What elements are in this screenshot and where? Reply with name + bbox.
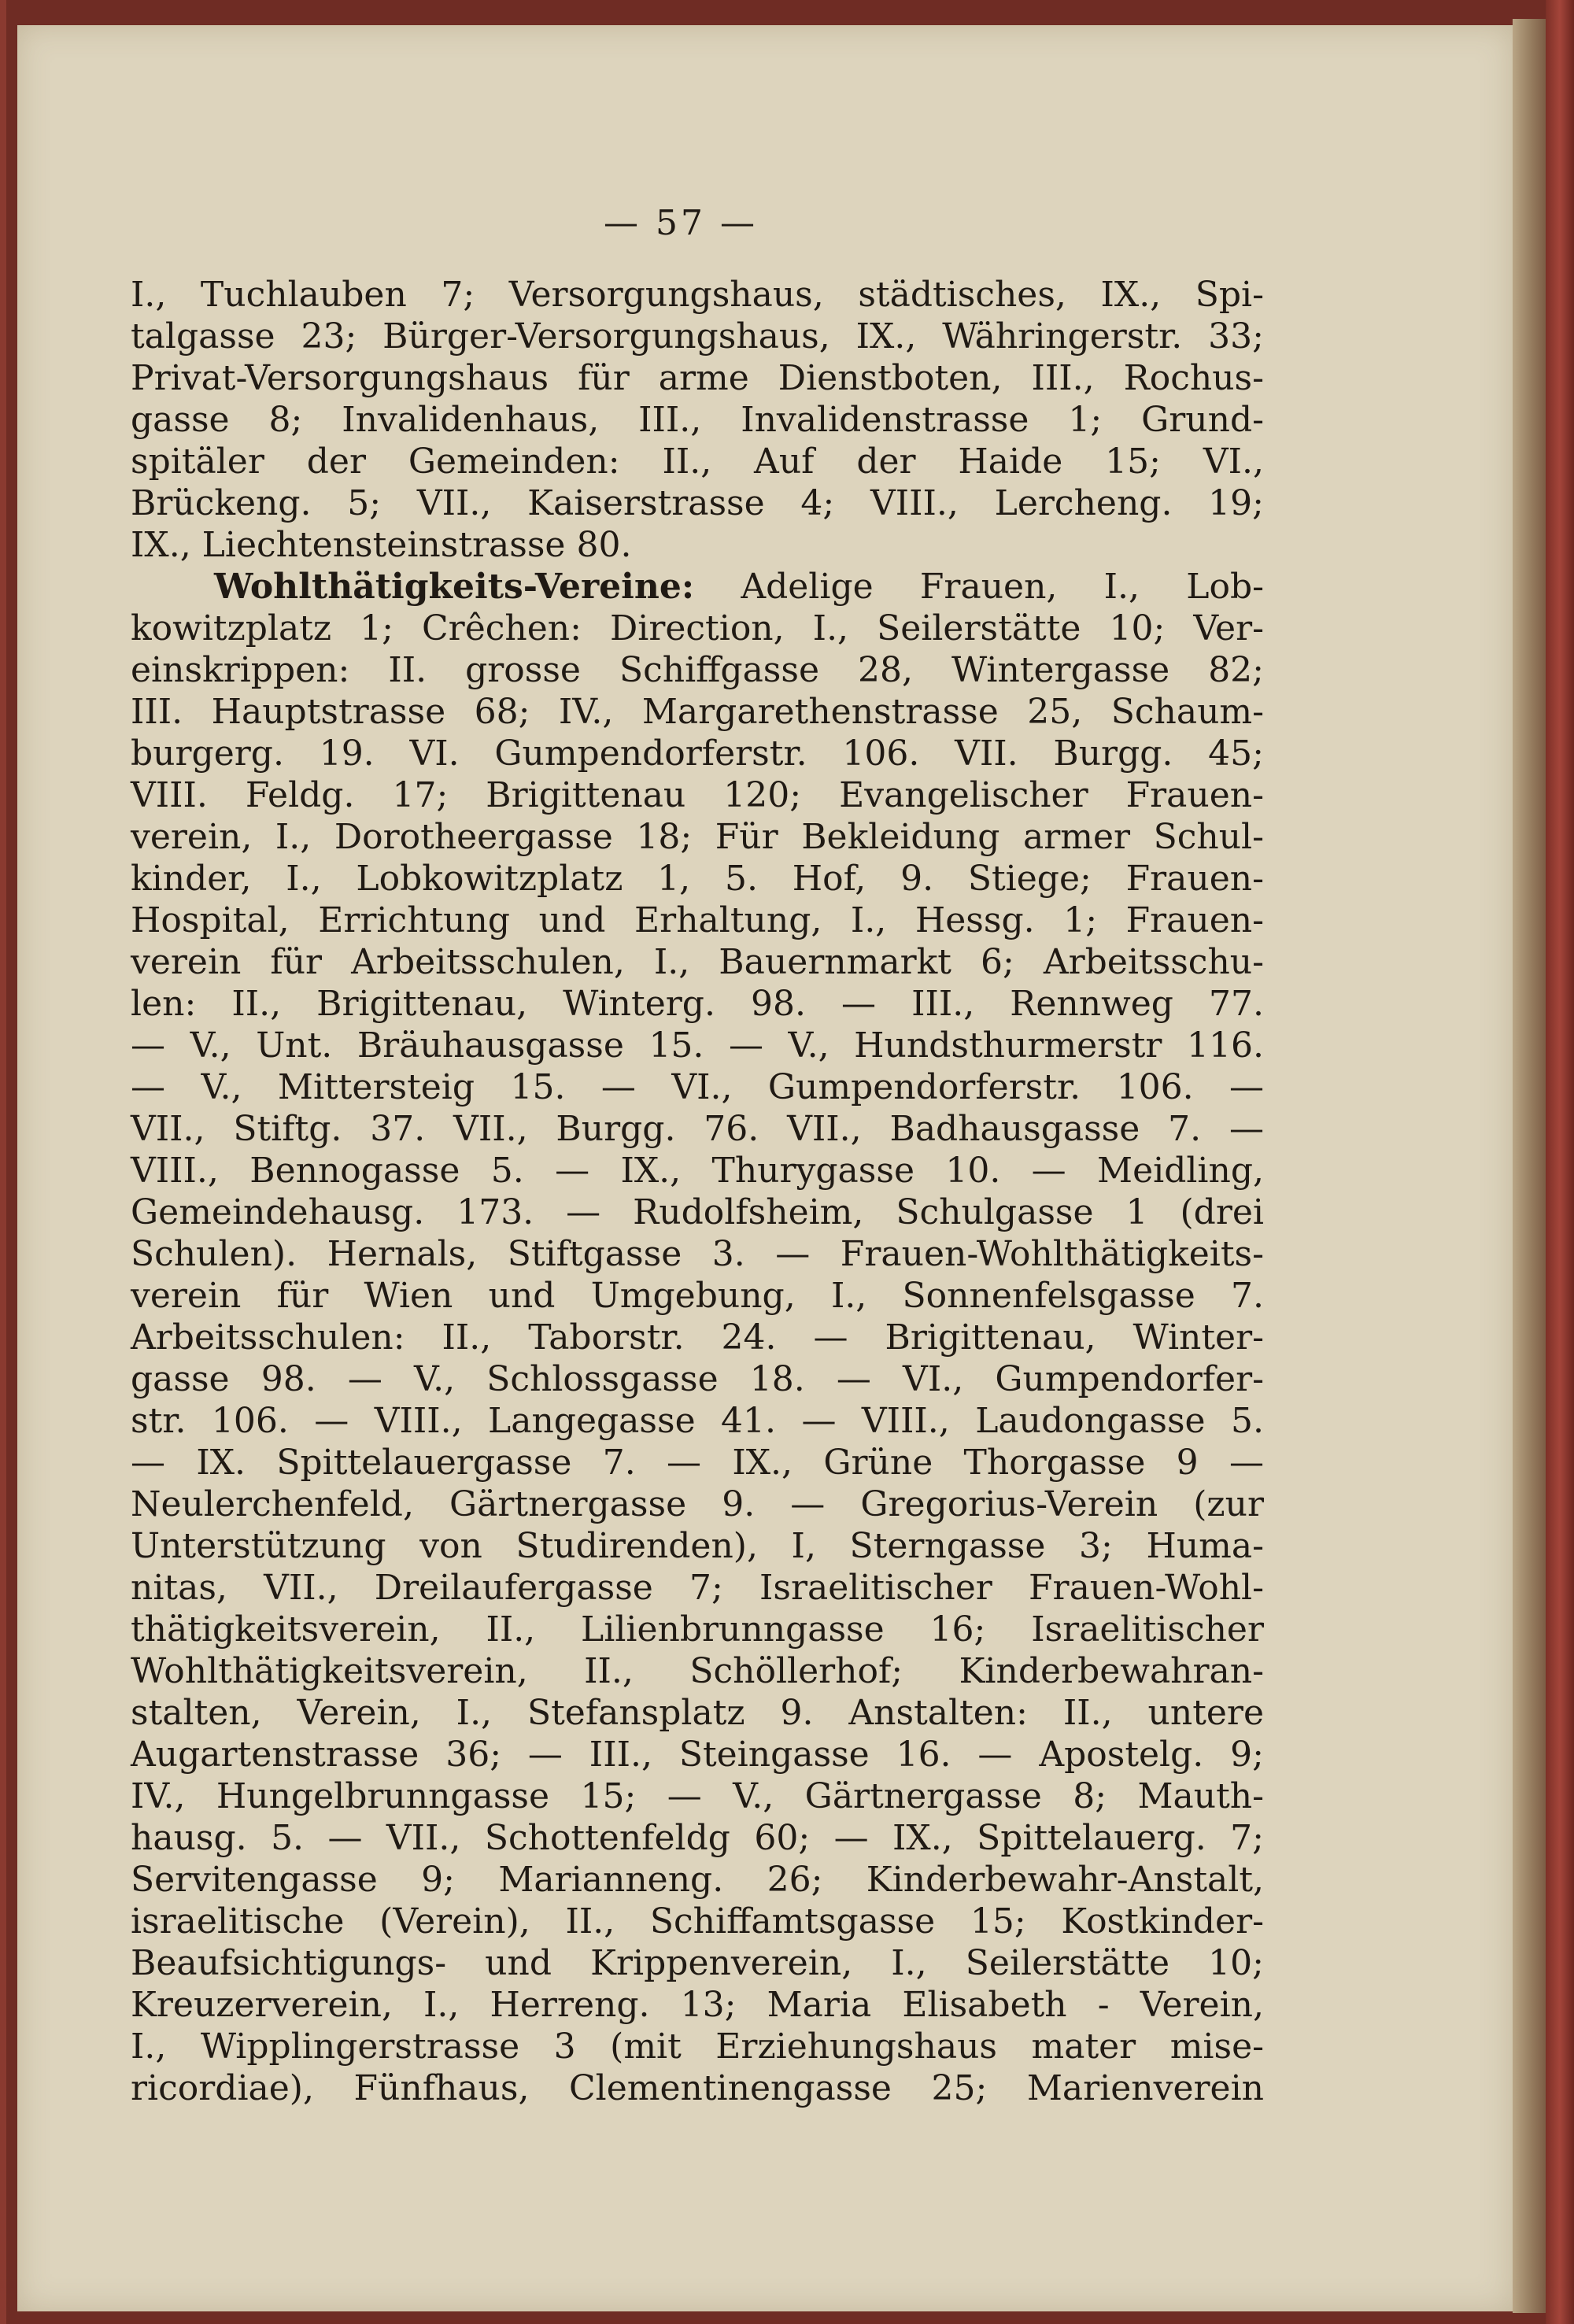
section-heading: Wohlthätigkeits-Vereine:	[214, 567, 695, 607]
text-line: IV., Hungelbrunngasse 15; — V., Gärtnergasse 8; Mauth-	[131, 1776, 1264, 1816]
text-line: kinder, I., Lobkowitzplatz 1, 5. Hof, 9. Stiege; Frauen-	[131, 859, 1264, 899]
text-line: Brückeng. 5; VII., Kaiserstrasse 4; VIII., Lercheng. 19;	[131, 483, 1264, 523]
text-line: Wohlthätigkeitsverein, II., Schöllerhof; Kinderbewahran-	[131, 1651, 1264, 1691]
text-line: Servitengasse 9; Marianneng. 26; Kinderbewahr-Anstalt,	[131, 1860, 1264, 1900]
text-line: len: II., Brigittenau, Winterg. 98. — III., Rennweg 77.	[131, 984, 1264, 1024]
text-line: israelitische (Verein), II., Schiffamtsgasse 15; Kostkinder-	[131, 1901, 1264, 1942]
text-line: burgerg. 19. VI. Gumpendorferstr. 106. VII. Burgg. 45;	[131, 733, 1264, 774]
text-line: verein, I., Dorotheergasse 18; Für Bekleidung armer Schul-	[131, 817, 1264, 857]
text-line: gasse 8; Invalidenhaus, III., Invalidenstrasse 1; Grund-	[131, 400, 1264, 440]
text-line: Kreuzerverein, I., Herreng. 13; Maria Elisabeth - Verein,	[131, 1985, 1264, 2025]
text-line: talgasse 23; Bürger-Versorgungshaus, IX., Währingerstr. 33;	[131, 316, 1264, 357]
section-heading-line	[131, 566, 1264, 608]
text-line: Hospital, Errichtung und Erhaltung, I., Hessg. 1; Frauen-	[131, 900, 1264, 940]
body-text	[131, 274, 1264, 2109]
page-number: — 57 —	[604, 203, 758, 243]
text-line: stalten, Verein, I., Stefansplatz 9. Anstalten: II., untere	[131, 1693, 1264, 1733]
text-line: Augartenstrasse 36; — III., Steingasse 16. — Apostelg. 9;	[131, 1735, 1264, 1775]
text-line: Privat-Versorgungshaus für arme Dienstboten, III., Rochus-	[131, 358, 1264, 398]
text-line: IX., Liechtensteinstrasse 80.	[131, 525, 632, 565]
page-edge	[1513, 19, 1546, 2313]
text-line: einskrippen: II. grosse Schiffgasse 28, Wintergasse 82;	[131, 650, 1264, 690]
text-line: str. 106. — VIII., Langegasse 41. — VIII., Laudongasse 5.	[131, 1401, 1264, 1441]
text-line: Beaufsichtigungs- und Krippenverein, I., Seilerstätte 10;	[131, 1943, 1264, 1983]
text-line: — V., Mittersteig 15. — VI., Gumpendorferstr. 106. —	[131, 1067, 1264, 1107]
text-line: VIII., Bennogasse 5. — IX., Thurygasse 10. — Meidling,	[131, 1151, 1264, 1191]
text-line: VIII. Feldg. 17; Brigittenau 120; Evangelischer Frauen-	[131, 775, 1264, 815]
text-line: spitäler der Gemeinden: II., Auf der Haide 15; VI.,	[131, 442, 1264, 482]
text-line: Schulen). Hernals, Stiftgasse 3. — Frauen-Wohlthätigkeits-	[131, 1234, 1264, 1274]
text-line: gasse 98. — V., Schlossgasse 18. — VI., Gumpendorfer-	[131, 1359, 1264, 1399]
section-heading-text: Adelige Frauen, I., Lob-	[694, 567, 1264, 607]
text-line: ricordiae), Fünfhaus, Clementinengasse 25; Marienverein	[131, 2068, 1264, 2108]
text-line: verein für Wien und Umgebung, I., Sonnenfelsgasse 7.	[131, 1276, 1264, 1316]
text-line: kowitzplatz 1; Crêchen: Direction, I., Seilerstätte 10; Ver-	[131, 608, 1264, 648]
text-line: Gemeindehausg. 173. — Rudolfsheim, Schulgasse 1 (drei	[131, 1192, 1264, 1232]
text-line: III. Hauptstrasse 68; IV., Margarethenstrasse 25, Schaum-	[131, 692, 1264, 732]
text-line: Unterstützung von Studirenden), I, Sterngasse 3; Huma-	[131, 1526, 1264, 1566]
book-binding	[1546, 0, 1574, 2324]
text-line: Arbeitsschulen: II., Taborstr. 24. — Brigittenau, Winter-	[131, 1317, 1264, 1358]
text-line: thätigkeitsverein, II., Lilienbrunngasse 16; Israelitischer	[131, 1609, 1264, 1650]
text-line: I., Wipplingerstrasse 3 (mit Erziehungshaus mater mise-	[131, 2027, 1264, 2067]
text-line: — V., Unt. Bräuhausgasse 15. — V., Hundsthurmerstr 116.	[131, 1025, 1264, 1066]
text-line: Neulerchenfeld, Gärtnergasse 9. — Gregorius-Verein (zur	[131, 1484, 1264, 1524]
text-line: I., Tuchlauben 7; Versorgungshaus, städtisches, IX., Spi-	[131, 275, 1264, 315]
text-line: VII., Stiftg. 37. VII., Burgg. 76. VII., Badhausgasse 7. —	[131, 1109, 1264, 1149]
text-line: nitas, VII., Dreilaufergasse 7; Israelitischer Frauen-Wohl-	[131, 1568, 1264, 1608]
text-line: verein für Arbeitsschulen, I., Bauernmarkt 6; Arbeitsschu-	[131, 942, 1264, 982]
text-line: — IX. Spittelauergasse 7. — IX., Grüne Thorgasse 9 —	[131, 1443, 1264, 1483]
text-line: hausg. 5. — VII., Schottenfeldg 60; — IX., Spittelauerg. 7;	[131, 1818, 1264, 1858]
